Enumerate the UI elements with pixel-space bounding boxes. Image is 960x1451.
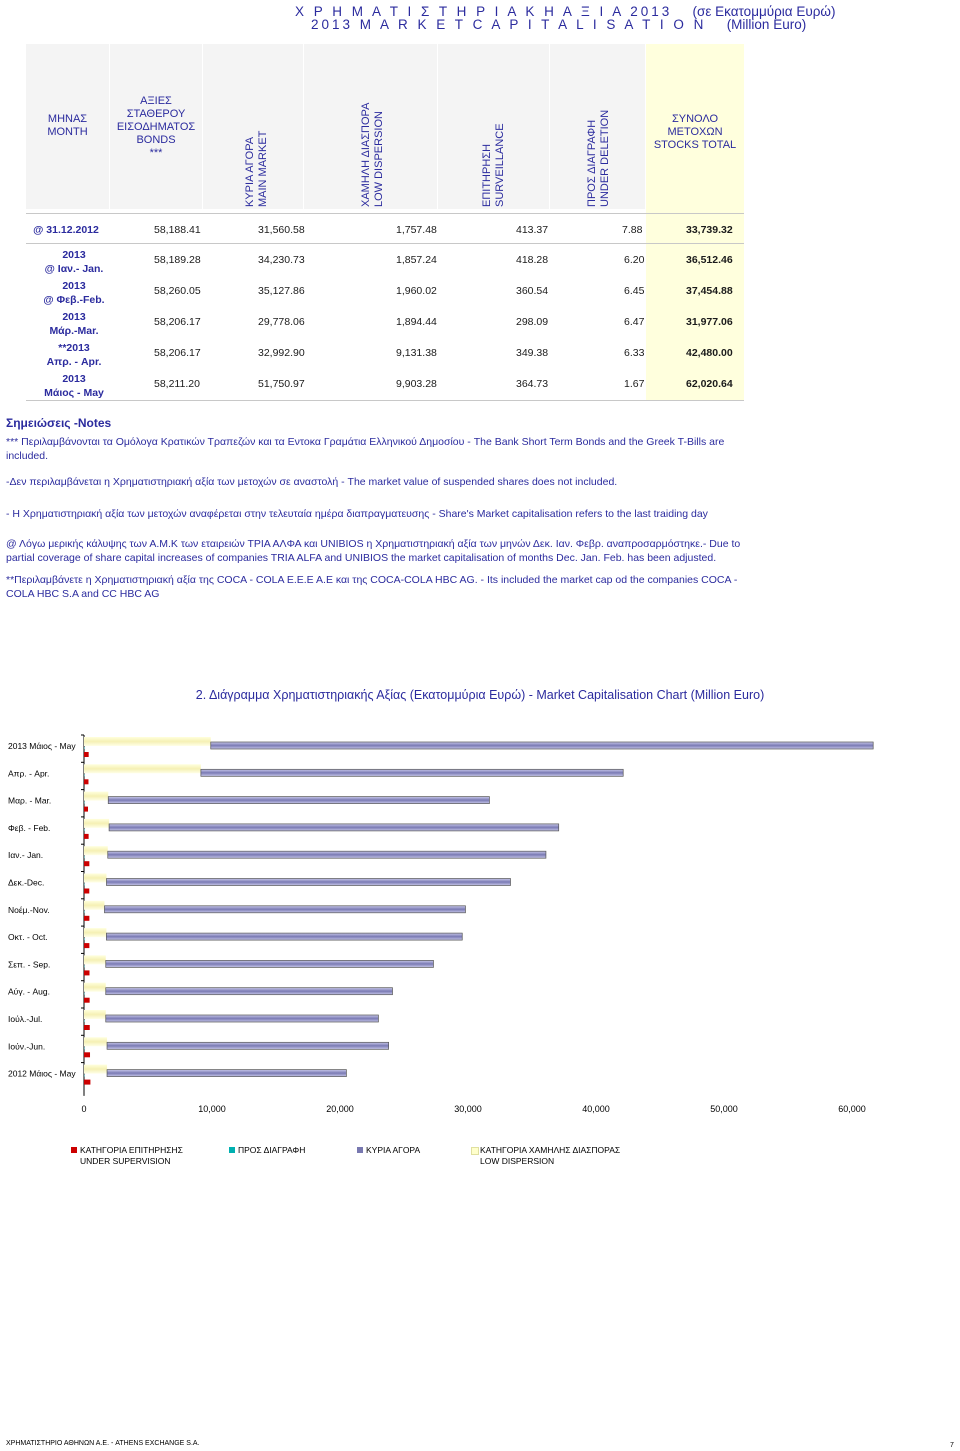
bar-under-supervision [84, 970, 90, 975]
cell-low: 9,903.28 [396, 378, 437, 390]
category-label: Ιαν.- Jan. [8, 850, 44, 861]
bar-low-dispersion [84, 1010, 106, 1019]
cell-surv: 364.73 [516, 378, 549, 390]
cell-total: 33,739.32 [686, 224, 733, 236]
cell-surv: 349.38 [516, 347, 549, 359]
row-month-line: Μάρ.-Mar. [49, 325, 99, 337]
row-month-line: @ Ιαν.- Jan. [44, 263, 104, 275]
bar-under-supervision [84, 834, 89, 839]
category-label: Νοέμ.-Nov. [8, 904, 50, 915]
bar-main-market [106, 1015, 379, 1022]
header-surv-line: SURVEILLANCE [494, 123, 506, 207]
legend-swatch [357, 1147, 363, 1153]
cell-main: 32,992.90 [258, 347, 305, 359]
cell-bonds: 58,188.41 [154, 224, 201, 236]
row-month-line: 2013 [62, 249, 86, 261]
note-item: -Δεν περιλαμβάνεται η Χρηματιστηριακή αξία των μετοχών σε αναστολή - The market value of suspended shares does not included. [6, 476, 618, 488]
legend-swatch [471, 1147, 479, 1155]
bar-main-market [106, 960, 434, 967]
note-item: - Η Χρηματιστηριακή αξία των μετοχών αναφέρεται στην τελευταία ημέρα διαπραγματευσης - Share's Market capitalisation refers to the last traiding day [6, 508, 708, 520]
cell-total: 62,020.64 [686, 378, 733, 390]
row-month-line: @ 31.12.2012 [33, 224, 99, 236]
cell-low: 1,960.02 [396, 285, 437, 297]
header-main-line: MAIN MARKET [257, 130, 269, 207]
cell-bonds: 58,206.17 [154, 347, 201, 359]
header-low-line: LOW DISPERSION [373, 111, 385, 207]
note-item: **Περιλαμβάνετε η Χρηματιστηριακή αξία της COCA - COLA E.E.E A.E και της COCA-COLA HBC AG. - Its included the market cap od the companies COCA - COLA HBC S.A and CC HBC AG [6, 574, 738, 600]
bar-under-supervision [84, 1080, 90, 1085]
cell-total: 31,977.06 [686, 316, 733, 328]
bar-main-market [107, 1042, 389, 1049]
category-label: Αύγ. - Aug. [8, 986, 50, 997]
title-line1-paren: (σε Εκατομμύρια Ευρώ) [692, 4, 836, 19]
x-tick-label: 10,000 [198, 1103, 226, 1114]
cell-del: 7.88 [622, 224, 643, 236]
bar-low-dispersion [84, 983, 106, 992]
header-bonds-line: *** [149, 147, 163, 159]
bar-main-market [106, 933, 462, 940]
category-label: Ιούν.-Jun. [8, 1041, 46, 1052]
header-main-line: ΚΥΡΙΑ ΑΓΟΡΑ [244, 136, 256, 207]
cell-main: 29,778.06 [258, 316, 305, 328]
cell-total: 42,480.00 [686, 347, 733, 359]
bar-low-dispersion [84, 901, 104, 910]
legend-item-deletion [238, 1145, 305, 1156]
bar-low-dispersion [84, 955, 106, 964]
bar-under-supervision [84, 916, 89, 921]
cell-surv: 298.09 [516, 316, 549, 328]
category-label: Φεβ. - Feb. [8, 822, 51, 833]
bar-under-supervision [84, 1025, 90, 1030]
cell-surv: 413.37 [516, 224, 549, 236]
legend-label: ΚΑΤΗΓΟΡΙΑ ΧΑΜΗΛΗΣ ΔΙΑΣΠΟΡΑΣ [480, 1145, 621, 1155]
bar-low-dispersion [84, 737, 211, 746]
bar-main-market [201, 769, 623, 776]
bar-low-dispersion [84, 1037, 107, 1046]
row-month-line: **2013 [58, 342, 90, 354]
legend-label: ΚΥΡΙΑ ΑΓΟΡΑ [366, 1145, 421, 1155]
cell-low: 9,131.38 [396, 347, 437, 359]
title-line2: 2013 M A R K E T C A P I T A L I S A T I O N [311, 17, 707, 32]
bar-under-supervision [84, 889, 89, 894]
cell-del: 1.67 [624, 378, 645, 390]
x-tick-label: 0 [81, 1103, 87, 1114]
x-tick-label: 20,000 [326, 1103, 354, 1114]
category-label: Δεκ.-Dec. [8, 877, 45, 888]
x-tick-label: 30,000 [454, 1103, 482, 1114]
bar-main-market [211, 742, 873, 749]
cell-total: 36,512.46 [686, 254, 733, 266]
cell-bonds: 58,189.28 [154, 254, 201, 266]
bar-low-dispersion [84, 819, 109, 828]
cell-del: 6.45 [624, 285, 645, 297]
category-label: Σεπ. - Sep. [8, 959, 51, 970]
bar-low-dispersion [84, 1065, 107, 1074]
chart-title: 2. Διάγραμμα Χρηματιστηριακής Αξίας (Εκατομμύρια Ευρώ) - Market Capitalisation Chart (Million Euro) [195, 688, 765, 702]
bar-main-market [109, 824, 559, 831]
row-month-line: 2013 [62, 311, 86, 323]
cell-bonds: 58,211.20 [154, 378, 200, 390]
legend-label: ΠΡΟΣ ΔΙΑΓΡΑΦΗ [238, 1145, 306, 1155]
row-month-line: 2013 [62, 373, 86, 385]
bar-low-dispersion [84, 846, 108, 855]
bar-main-market [107, 1070, 346, 1077]
legend-swatch [71, 1147, 77, 1153]
page-number: 7 [950, 1442, 954, 1449]
header-month-line: ΜΗΝΑΣ [47, 113, 88, 125]
cell-main: 31,560.58 [258, 224, 305, 236]
cell-main: 35,127.86 [258, 285, 305, 297]
cell-low: 1,757.48 [396, 224, 437, 236]
x-tick-label: 50,000 [710, 1103, 738, 1114]
note-item: @ Λόγω μερικής κάλυψης των Α.Μ.Κ των εταιρειών ΤΡΙΑ ΑΛΦΑ και UNIBIOS η Χρηματιστηριακή αξία των μηνών Δεκ. Ιαν. Φεβρ. αναπροσαρμόστηκε.- Due to partial coverage of share capital increases of companies TRIA ALFA and UNIBIOS the market capitalisation of months Dec. Jan. Feb. has been adjusted. [6, 538, 741, 564]
header-month-line: MONTH [47, 126, 88, 138]
bar-under-supervision [84, 807, 88, 812]
cell-surv: 418.28 [516, 254, 549, 266]
legend-swatch [229, 1147, 235, 1153]
title-line1: Χ Ρ Η Μ Α Τ Ι Σ Τ Η Ρ Ι Α Κ Η Α Ξ Ι Α 2013 [295, 4, 673, 19]
bar-under-supervision [84, 998, 90, 1003]
header-bonds-line: BONDS [136, 134, 176, 146]
legend-item-supervision [80, 1145, 183, 1167]
bar-under-supervision [84, 779, 88, 784]
bar-main-market [104, 906, 465, 913]
note-item: *** Περιλαμβάνονται τα Ομόλογα Κρατικών Τραπεζών και τα Εντοκα Γραμάτια Ελληνικού Δημοσίου - The Bank Short Term Bonds and the Greek T-Bills are included. [6, 436, 725, 462]
bar-under-supervision [84, 1052, 90, 1057]
legend-label: ΚΑΤΗΓΟΡΙΑ ΕΠΙΤΗΡΗΣΗΣ [80, 1145, 183, 1155]
row-month-line: Μάιος - May [44, 387, 104, 399]
x-tick-label: 40,000 [582, 1103, 610, 1114]
row-month-line: @ Φεβ.-Feb. [43, 294, 105, 306]
header-total-line: ΣΥΝΟΛΟ ΜΕΤΟΧΩΝ [667, 113, 723, 138]
legend-item-low-dispersion [480, 1145, 620, 1167]
legend-label: LOW DISPERSION [480, 1156, 555, 1166]
header-bonds-line: ΕΙΣΟΔΗΜΑΤΟΣ [116, 121, 196, 133]
bar-under-supervision [84, 752, 89, 757]
category-label: Ιούλ.-Jul. [8, 1014, 43, 1024]
bar-low-dispersion [84, 764, 201, 773]
header-total-line: STOCKS TOTAL [653, 139, 737, 151]
cell-low: 1,894.44 [396, 316, 437, 328]
header-low-line: ΧΑΜΗΛΗ ΔΙΑΣΠΟΡΑ [360, 102, 372, 207]
cell-low: 1,857.24 [396, 254, 437, 266]
x-tick-label: 60,000 [838, 1103, 866, 1114]
bar-under-supervision [84, 943, 89, 948]
header-bonds-line: ΑΞΙΕΣ [140, 95, 172, 107]
bar-low-dispersion [84, 874, 106, 883]
cell-bonds: 58,260.05 [154, 285, 201, 297]
category-label: Οκτ. - Oct. [8, 932, 48, 943]
bar-main-market [106, 988, 393, 995]
category-label: Απρ. - Apr. [8, 768, 50, 779]
legend-label: UNDER SUPERVISION [80, 1156, 171, 1166]
cell-del: 6.47 [624, 316, 645, 328]
cell-bonds: 58,206.17 [154, 316, 201, 328]
header-del-line: ΠΡΟΣ ΔΙΑΓΡΑΦΗ [586, 119, 598, 207]
header-bonds-line: ΣΤΑΘΕΡΟΥ [126, 108, 186, 120]
cell-surv: 360.54 [516, 285, 549, 297]
row-month-line: 2013 [62, 280, 86, 292]
notes-title: Σημειώσεις -Notes [6, 416, 112, 430]
header-del-line: UNDER DELETION [599, 109, 611, 207]
bar-under-supervision [84, 861, 89, 866]
category-label: Μαρ. - Mar. [8, 795, 52, 806]
cell-main: 34,230.73 [258, 254, 305, 266]
bar-low-dispersion [84, 928, 106, 937]
footer: ΧΡΗΜΑΤΙΣΤΗΡΙΟ ΑΘΗΝΩΝ Α.Ε. - ATHENS EXCHANGE S.A. [6, 1440, 200, 1447]
category-label: 2012 Μάιος - May [8, 1068, 76, 1079]
bar-main-market [108, 851, 546, 858]
cell-del: 6.33 [624, 347, 645, 359]
category-label: 2013 Μάιος - May [8, 741, 76, 751]
legend-item-main-market [366, 1145, 420, 1156]
header-surv-line: ΕΠΙΤΗΡΗΣΗ [481, 143, 493, 207]
bar-main-market [106, 879, 510, 886]
bar-low-dispersion [84, 792, 108, 801]
title-line2-paren: (Million Euro) [726, 17, 807, 32]
row-month-line: Απρ. - Apr. [46, 356, 102, 368]
bar-main-market [108, 797, 489, 804]
cell-total: 37,454.88 [686, 285, 733, 297]
cell-main: 51,750.97 [258, 378, 305, 390]
cell-del: 6.20 [624, 254, 645, 266]
